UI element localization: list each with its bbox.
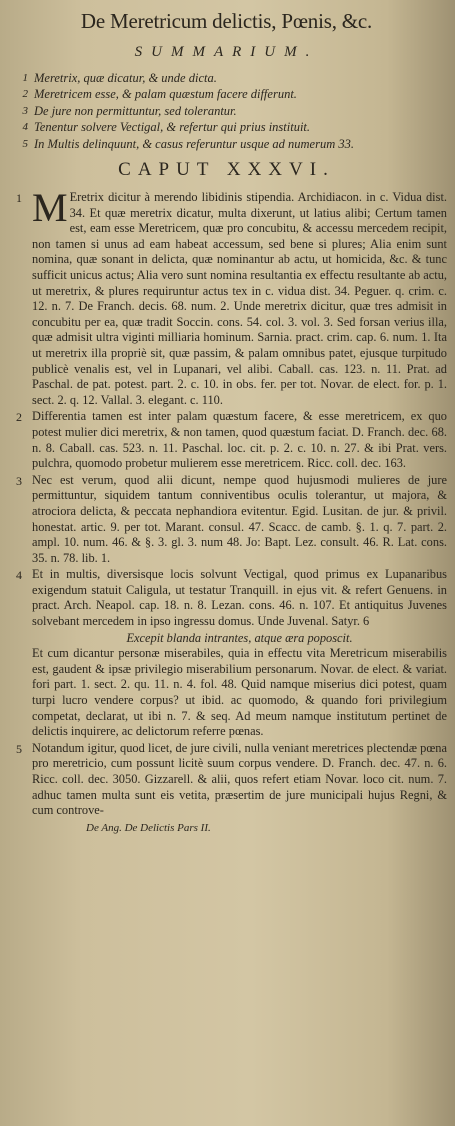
body-paragraph — [6, 473, 447, 567]
body-paragraph — [6, 741, 447, 819]
summary-item-text: In Multis delinquunt, & casus referuntur usque ad numerum 33. — [34, 136, 355, 151]
summary-item-number: 5 — [22, 137, 28, 150]
summary-item-number: 1 — [22, 72, 28, 84]
drop-cap: M — [32, 185, 68, 231]
paragraph-text: Nec est verum, quod alii dicunt, nempe quod hujusmodi mulieres de jure permittuntur, siquidem tantum conniventibus oculis tolerantur, ut majora, & atrociora delicta, & peccata nephandiora evitentur. Egid. Lusitan. de jur. & privil. honestat. artic. 9. per tot. Marant. consul. 47. Scacc. de camb. §. 1. q. 7. part. 2. ampl. 10. num. 46. & §. 3. gl. 3. num 48. Jo: Bapt. Lez. consult. 46. R. Lat. cons. 35. n. 78. lib. 1. — [32, 472, 447, 565]
margin-number: 5 — [16, 741, 22, 756]
summary-item — [6, 86, 447, 102]
summary-item — [6, 70, 447, 86]
margin-number: 1 — [16, 191, 22, 206]
paragraph-text: Et in multis, diversisque locis solvunt Vectigal, quod primus ex Lupanaribus exigendum statuit Caligula, ut testatur Tranquill. in ejus vit. & refert Genuens. in pract. Arch. Neapol. cap. 18. n. 8. Lezan. cons. 46. n. 107. Et antiquitus Juvenes solvebant mercedem in ipso ingressu domus. Unde Juvenal. Satyr. 6 — [32, 567, 447, 629]
summary-list — [6, 70, 447, 152]
margin-number: 4 — [16, 568, 22, 583]
paragraph-text: Notandum igitur, quod licet, de jure civili, nulla veniant meretrices plectendæ pœna pro meretricio, cum possunt licitè suum corpus vendere. D. Franch. dec. 47. n. 6. Ricc. coll. dec. 3050. Gizzarell. & alii, quos refert etiam Novar. loco cit. num. 7. adhuc tamen multa sunt eis vetita, præsertim de jure municipali hujus Regni, & cum controve- — [32, 740, 447, 818]
body-paragraph — [6, 185, 447, 408]
body-paragraph — [6, 567, 447, 629]
paragraph-text: Et cum dicantur personæ miserabiles, quia in effectu vita Meretricum miserabilis est, gaudent & ipsæ privilegio miserabilium personarum. Novar. de elect. & variat. fori part. 1. sect. 2. qu. 11. n. 4. fol. 48. Quid namque miserius dici potest, quam turpi lucro vendere corpus? ut ibid. ac quomodo, & quando fori privilegium competat, declarat, ut ibi n. 7. & seq. Ad meum namque institutum pertinet de delictis inquirere, ac delictorum referre pœnas. — [32, 646, 447, 739]
body-paragraph — [6, 646, 447, 740]
margin-number: 2 — [16, 410, 22, 425]
summary-item — [6, 136, 447, 152]
summarium-title: SUMMARIUM. — [134, 44, 319, 60]
summary-item-text: Tenentur solvere Vectigal, & refertur qui prius instituit. — [34, 120, 311, 135]
summary-item — [6, 103, 447, 119]
summary-item-number: 4 — [22, 121, 28, 134]
summary-item-text: Meretrix, quæ dicatur, & unde dicta. — [34, 71, 217, 85]
summary-item-text: De jure non permittuntur, sed tolerantur. — [34, 103, 237, 118]
paragraph-text-wrap — [32, 185, 447, 408]
paragraph-text: Eretrix dicitur à merendo libidinis stipendia. Archidiacon. in c. Vidua dist. 34. Et quæ meretrix dicatur, multa dixerunt, ut latius alibi; Certum tamen est, eam esse Meretricem, quæ pro concubitu, & accessu mercedem recipit, non tamen si unus ad eam habeat accessum, sed bene si plures; Alia enim sunt nomina, quæ sonant in delicta, quæ nominantur ab actu, ut homicida, &c. & tunc sufficit unicus actus; Alia vero sunt nomina resultantia ex effectu resultante ab actu, ut meretrix, & plures requiruntur actus tex in c. vidua dist. 34. Peguer. q. crim. c. 12. n. 7. De Franch. decis. 68. num. 2. Unde meretrix dicitur, quæ tres admisit in concubitu per ea, quæ tradit Soccin. cons. 54. col. 3. vol. 3. Sed forsan verius illa, quæ admisit ultra viginti milliaria hominum. Sarnia. pract. crim. cap. 6. num. 1. Ita ut meretrix illa propriè sit, quæ passim, & palam omnibus patet, ejusque turpitudo publicè venalis est, vel in Lupanari, vel alibi. Caball. cas. 123. n. 11. Prat. ad Paschal. de pat. potest. part. 2. c. 10. in obs. fer. per tot. Novar. de elect. for. p. 1. sect. 2. q. 12. Vallal. 3. elegant. c. 110. — [32, 190, 447, 407]
body-paragraph — [6, 409, 447, 471]
running-title: De Meretricum delictis, Pœnis, &c. — [80, 9, 373, 33]
margin-number — [6, 646, 32, 740]
paragraph-text: Differentia tamen est inter palam quæstum facere, & esse meretricem, ex quo potest mulier dici meretrix, & non tamen, quod quæstum faciat. D. Franch. dec. 68. n. 8. Caball. cas. 523. n. 11. Paschal. loc. cit. p. 2. c. 10. n. 27. & ibi Prat. vers. pulchra, quomodo probetur mulierem esse meretricem. Ricc. coll. dec. 163. — [32, 409, 447, 471]
page-footer-signature: De Ang. De Delictis Pars II. — [86, 821, 211, 834]
summary-item-text: Meretricem esse, & palam quæstum facere differunt. — [34, 87, 297, 102]
chapter-title: CAPUT XXXVI. — [118, 159, 335, 181]
verse-quote: Excepit blanda intrantes, atque æra poposcit. — [126, 630, 353, 645]
summary-item-number: 2 — [22, 88, 28, 101]
summary-item-number: 3 — [22, 104, 28, 117]
summary-item — [6, 119, 447, 135]
margin-number: 3 — [16, 473, 22, 488]
